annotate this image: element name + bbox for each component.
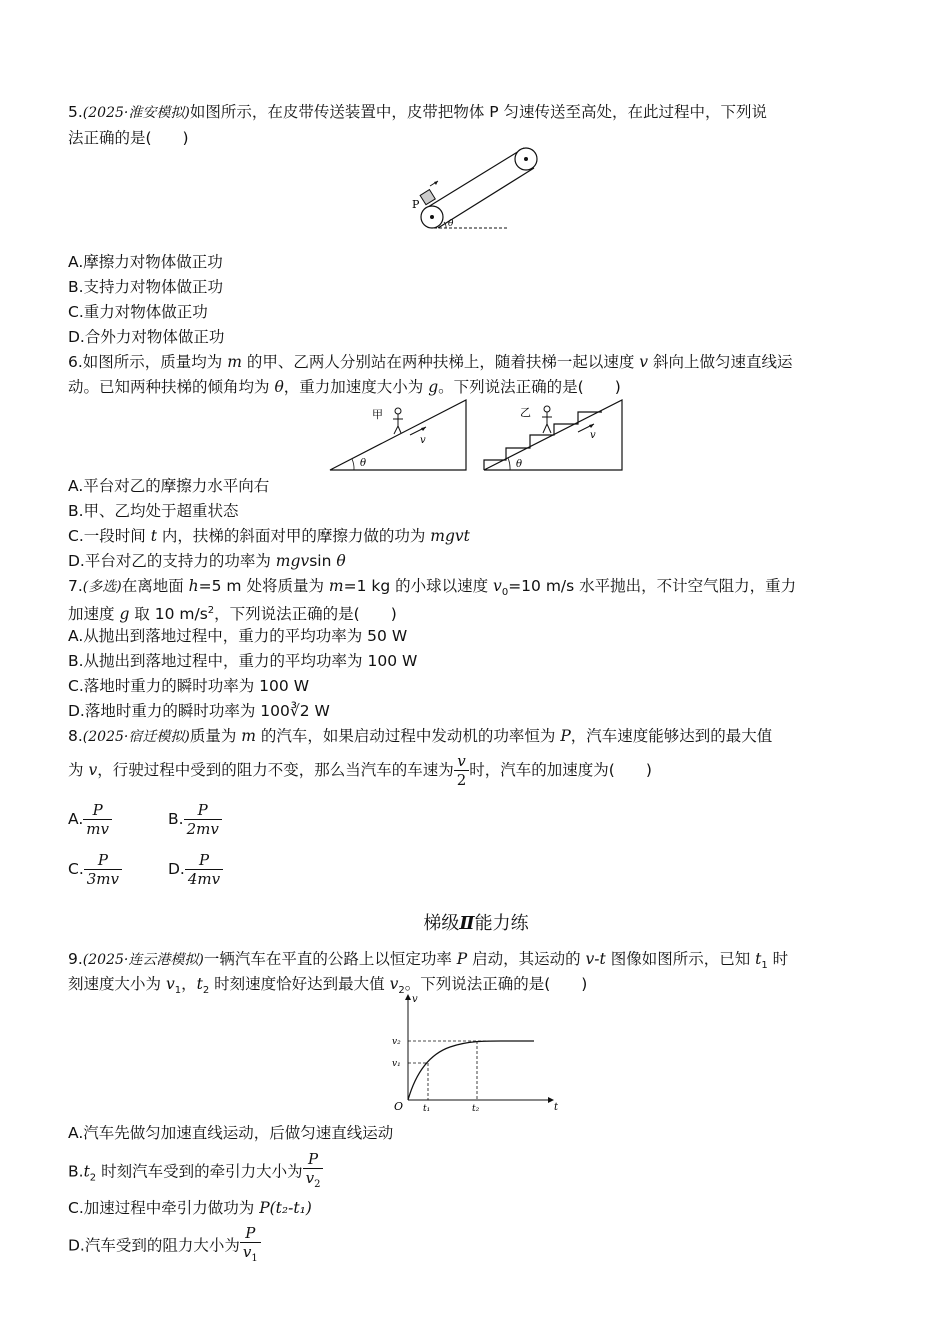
escalator-figure-jia [330, 398, 468, 472]
expr-mgvt: mgvt [430, 527, 470, 545]
tick-label-v2: v₂ [392, 1037, 401, 1047]
expr-mgv: mgv [275, 552, 310, 570]
var-v2: v [389, 975, 399, 993]
var-g: g [428, 378, 439, 396]
q9-text: 。下列说法正确的是( ) [404, 975, 588, 993]
label-jia: 甲 [372, 408, 383, 421]
q6-option-c [68, 525, 470, 547]
var-v: v [639, 353, 649, 371]
denominator: mv [86, 820, 109, 838]
q6-option-d-text: sin [309, 552, 337, 570]
q9-text: 时 [767, 950, 789, 968]
q6-text: 的甲、乙两人分别站在两种扶梯上，随着扶梯一起以速度 [241, 353, 640, 371]
var-v: v [88, 761, 98, 779]
var-vt: v-t [585, 950, 606, 968]
q6-text: 斜向上做匀速直线运 [648, 353, 793, 371]
subscript: 1 [251, 1253, 258, 1264]
q6-option-c-text: C.一段时间 [68, 527, 151, 545]
numerator: v [454, 752, 470, 771]
var-p: P [560, 727, 571, 745]
fraction [83, 801, 112, 838]
q6-stem-line2 [68, 376, 621, 398]
var-t2: t [83, 1162, 90, 1181]
q7-option-a: A.从抛出到落地过程中，重力的平均功率为 50 W [68, 627, 408, 645]
q9-option-c [68, 1197, 312, 1219]
q9-text: 图像如图所示，已知 [605, 950, 756, 968]
var-theta: θ [274, 378, 284, 396]
superscript: 2 [207, 605, 215, 616]
q8-text: 为 [68, 761, 89, 779]
label-theta: θ [360, 458, 367, 469]
q9-text: 一辆汽车在平直的公路上以恒定功率 [203, 950, 457, 968]
conveyor-belt-figure [408, 146, 548, 236]
q8-option-a [68, 800, 112, 838]
q7-text: =10 m/s 水平抛出，不计空气阻力，重力 [508, 577, 797, 595]
q9-text: 刻速度大小为 [68, 975, 166, 993]
q9-option-c-text: C.加速过程中牵引力做功为 [68, 1199, 260, 1217]
q8-text: 质量为 [189, 727, 242, 745]
q9-option-b-text: 时刻汽车受到的牵引力大小为 [96, 1162, 303, 1181]
q8-text: ，汽车速度能够达到的最大值 [570, 727, 773, 745]
var-t1: t [755, 950, 762, 968]
q6-text: ，重力加速度大小为 [283, 378, 429, 396]
axis-label-v: v [412, 994, 418, 1005]
q8-text: 的汽车，如果启动过程中发动机的功率恒为 [255, 727, 561, 745]
numerator: P [240, 1224, 261, 1243]
section-title [68, 909, 884, 935]
q8-text: ，行驶过程中受到的阻力不变，那么当汽车的车速为 [97, 761, 454, 779]
q8-option-d [168, 850, 223, 888]
q8-stem-line1 [68, 725, 772, 748]
var-t: t [150, 527, 157, 545]
fraction [185, 851, 223, 888]
subscript: 2 [314, 1179, 321, 1190]
numerator: P [185, 851, 223, 870]
subscript: 2 [398, 985, 405, 997]
q7-text: 在离地面 [121, 577, 189, 595]
q6-option-c-text: 内，扶梯的斜面对甲的摩擦力做的功为 [156, 527, 431, 545]
tick-label-v1: v₁ [392, 1059, 401, 1069]
var-m: m [227, 353, 242, 371]
fraction-p-over-v2 [303, 1150, 324, 1194]
numerator: P [84, 851, 122, 870]
fraction-p-over-v1 [240, 1224, 261, 1268]
q8-option-b [168, 800, 222, 838]
option-letter: D. [168, 860, 185, 878]
q6-option-d [68, 550, 346, 572]
q9-text: ， [181, 975, 197, 993]
label-p: P [412, 198, 420, 211]
label-theta: θ [516, 459, 523, 470]
numerator: P [303, 1150, 324, 1169]
q8-text: 时，汽车的加速度为( ) [469, 761, 652, 779]
escalator-figure-yi [484, 398, 624, 472]
subscript: 0 [501, 587, 509, 599]
vt-graph-figure [390, 992, 562, 1114]
q5-option-a: A.摩擦力对物体做正功 [68, 253, 223, 271]
q5-option-c: C.重力对物体做正功 [68, 303, 208, 321]
q5-option-d: D.合外力对物体做正功 [68, 328, 225, 346]
q7-text: 加速度 [68, 605, 120, 624]
q7-option-b: B.从抛出到落地过程中，重力的平均功率为 100 W [68, 652, 418, 670]
q9-option-d [68, 1224, 261, 1268]
denominator: 2mv [186, 820, 219, 838]
var-v0: v [493, 577, 502, 595]
q8-source: (2025·宿迁模拟) [82, 729, 190, 745]
var-v1: v [165, 975, 175, 993]
denominator: 3mv [86, 870, 119, 888]
fraction-v-over-2 [454, 752, 470, 789]
q7-number: 7. [68, 577, 83, 595]
subscript: 2 [89, 1172, 97, 1184]
q5-stem-line1 [68, 101, 767, 124]
q8-stem-line2 [68, 750, 652, 790]
q5-source: (2025·淮安模拟) [82, 105, 190, 121]
q9-source: (2025·连云港模拟) [82, 952, 204, 968]
q9-text: 时刻速度恰好达到最大值 [209, 975, 390, 993]
option-letter: A. [68, 810, 84, 828]
q5-option-b: B.支持力对物体做正功 [68, 278, 224, 296]
q9-option-b [68, 1150, 323, 1199]
var-g: g [119, 605, 130, 624]
q6-text: 6.如图所示，质量均为 [68, 353, 228, 371]
option-letter: B. [168, 810, 184, 828]
q6-option-a: A.平台对乙的摩擦力水平向右 [68, 477, 270, 495]
q9-option-d-text: D.汽车受到的阻力大小为 [68, 1236, 240, 1255]
q7-text: =1 kg 的小球以速度 [343, 577, 494, 595]
numerator: P [83, 801, 112, 820]
var-m: m [328, 577, 344, 595]
label-yi: 乙 [520, 406, 531, 419]
section-title-text: 梯级 [423, 913, 460, 934]
q7-option-c: C.落地时重力的瞬时功率为 100 W [68, 677, 310, 695]
subscript: 1 [174, 985, 182, 997]
var-theta: θ [336, 552, 346, 570]
q6-text: 。下列说法正确的是( ) [438, 378, 621, 396]
axis-label-t: t [554, 1102, 559, 1113]
denominator: 2 [456, 771, 467, 789]
origin-label: O [394, 1100, 404, 1113]
q7-text: ，下列说法正确的是( ) [214, 605, 397, 624]
var-p: P [456, 950, 468, 968]
q9-option-a: A.汽车先做匀加速直线运动，后做匀速直线运动 [68, 1124, 394, 1142]
label-theta: θ [448, 219, 454, 229]
q6-stem-line1 [68, 351, 792, 373]
denominator: 4mv [187, 870, 221, 888]
denominator: v [305, 1169, 315, 1187]
section-title-roman: Ⅱ [459, 913, 475, 934]
q5-stem-text: 如图所示，在皮带传送装置中，皮带把物体 P 匀速传送至高处，在此过程中，下列说 [189, 103, 768, 121]
var-t2: t [196, 975, 203, 993]
q7-stem-line2 [68, 600, 397, 625]
tick-label-t2: t₂ [472, 1104, 480, 1114]
fraction [184, 801, 222, 838]
denominator: v [242, 1243, 252, 1261]
q7-source: (多选) [82, 579, 122, 595]
q7-text: 取 10 m/s [129, 605, 208, 624]
var-m: m [241, 727, 256, 745]
var-h: h [188, 577, 199, 595]
q9-text: 启动，其运动的 [467, 950, 586, 968]
q8-number: 8. [68, 727, 83, 745]
label-v: v [420, 435, 426, 446]
label-v: v [590, 430, 596, 441]
q6-option-d-text: D.平台对乙的支持力的功率为 [68, 552, 276, 570]
option-letter: C. [68, 860, 84, 878]
numerator: P [184, 801, 222, 820]
q6-text: 动。已知两种扶梯的倾角均为 [68, 378, 275, 396]
tick-label-t1: t₁ [423, 1104, 431, 1114]
q5-stem-line2: 法正确的是( ) [68, 129, 189, 147]
q8-option-c [68, 850, 122, 888]
option-letter: B. [68, 1162, 84, 1181]
q9-number: 9. [68, 950, 83, 968]
q7-text: =5 m 处将质量为 [198, 577, 329, 595]
subscript: 1 [761, 960, 768, 972]
q7-option-d: D.落地时重力的瞬时功率为 100∛2 W [68, 702, 330, 720]
expr-work: P(t₂-t₁) [259, 1199, 312, 1217]
q5-number: 5. [68, 103, 83, 121]
subscript: 2 [202, 985, 210, 997]
q6-option-b: B.甲、乙均处于超重状态 [68, 502, 239, 520]
section-title-text: 能力练 [474, 913, 529, 934]
fraction [84, 851, 122, 888]
